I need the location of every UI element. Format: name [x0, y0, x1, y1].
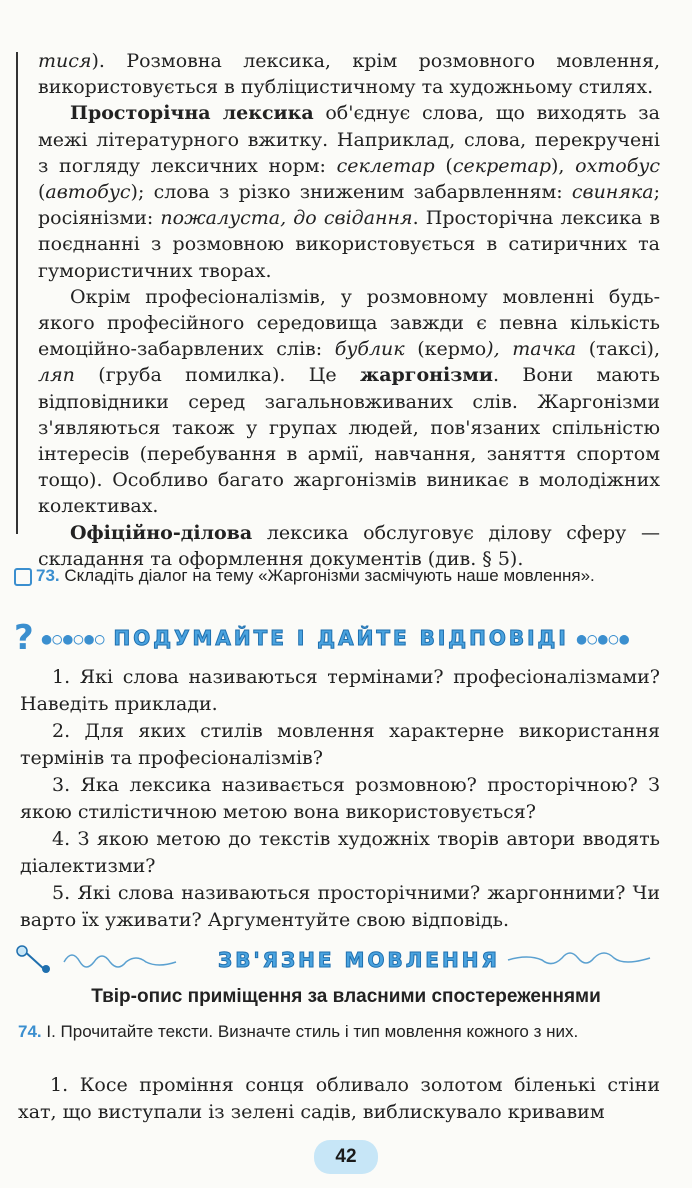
dots-decoration: ●○●○●○: [41, 628, 106, 648]
main-text: [38, 48, 660, 572]
paragraph-2: Просторічна лексика об'єднує слова, що виходять за межі літературного вжитку. Наприклад, слова, перекручені з погляду лексичних норм: секлетар (секретар), охтобус (автобус); слова з різко зниженим забарвленням: свиняка; росіянізми: пожалуста, до свідання. Просторічна лексика в поєднанні з розмовною використовується в сатиричних та гумористичних творах.: [38, 102, 661, 282]
question-mark-icon: ?: [14, 618, 34, 658]
task-73: [16, 564, 660, 587]
page-number: 42: [314, 1140, 378, 1174]
task-73-text: 73. Складіть діалог на тему «Жаргонізми засмічують наше мовлення».: [36, 566, 595, 585]
question-4: 4. З якою метою до текстів художніх творів автори вводять діалектизми?: [20, 828, 660, 877]
paragraph-3: Окрім професіоналізмів, у розмовному мовленні будь-якого професійного середовища завжди є певна кількість емоційно-забарвлених слів: бублик (кермо), тачка (таксі), ляп (груба помилка). Це жаргонізми. Вони мають відповідники серед загальновживаних слів. Жаргонізми з'являються також у групах людей, пов'язаних спільністю інтересів (перебування в армії, навчання, заняття спортом тощо). Особливо багато жаргонізмів виникає в молодіжних колективах.: [38, 285, 661, 518]
paragraph-4: Офіційно-ділова лексика обслуговує ділову сферу — складання та оформлення документів (див. § 5).: [38, 521, 660, 570]
questions-list: [20, 664, 660, 934]
question-3: 3. Яка лексика називається розмовною? просторічною? З якою стилістичною метою вона використовується?: [20, 774, 660, 823]
task-74: 74. І. Прочитайте тексти. Визначте стиль і тип мовлення кожного з них.: [18, 1022, 579, 1041]
microphone-icon: [16, 945, 56, 975]
banner-title: ПОДУМАЙТЕ І ДАЙТЕ ВІДПОВІДІ: [113, 626, 569, 650]
banner2-title: ЗВ'ЯЗНЕ МОВЛЕННЯ: [218, 948, 500, 972]
swirl-decoration: [62, 948, 212, 972]
question-2: 2. Для яких стилів мовлення характерне використання термінів та професіоналізмів?: [20, 720, 660, 769]
question-1: 1. Які слова називаються термінами? професіоналізмами? Наведіть приклади.: [20, 666, 660, 715]
section-subheading: Твір-опис приміщення за власними спостереженнями: [91, 986, 601, 1007]
paragraph-1: тися). Розмовна лексика, крім розмовного мовлення, використовується в публіцистичному та художньому стилях.: [38, 50, 660, 99]
connected-speech-banner: [16, 940, 676, 980]
think-and-answer-banner: [14, 620, 674, 656]
question-5: 5. Які слова називаються просторічними? жаргонними? Чи варто їх уживати? Аргументуйте свою відповідь.: [20, 882, 660, 931]
text-74: [18, 1072, 660, 1126]
margin-rule: [16, 52, 18, 534]
dots-decoration-right: ●○●○●: [576, 628, 630, 648]
text-74-paragraph: 1. Косе проміння сонця обливало золотом біленькі стіни хат, що виступали із зелені садів, виблискувало кривавим: [18, 1074, 660, 1123]
swirl-decoration-right: [506, 948, 656, 972]
dialog-icon: [14, 568, 32, 586]
